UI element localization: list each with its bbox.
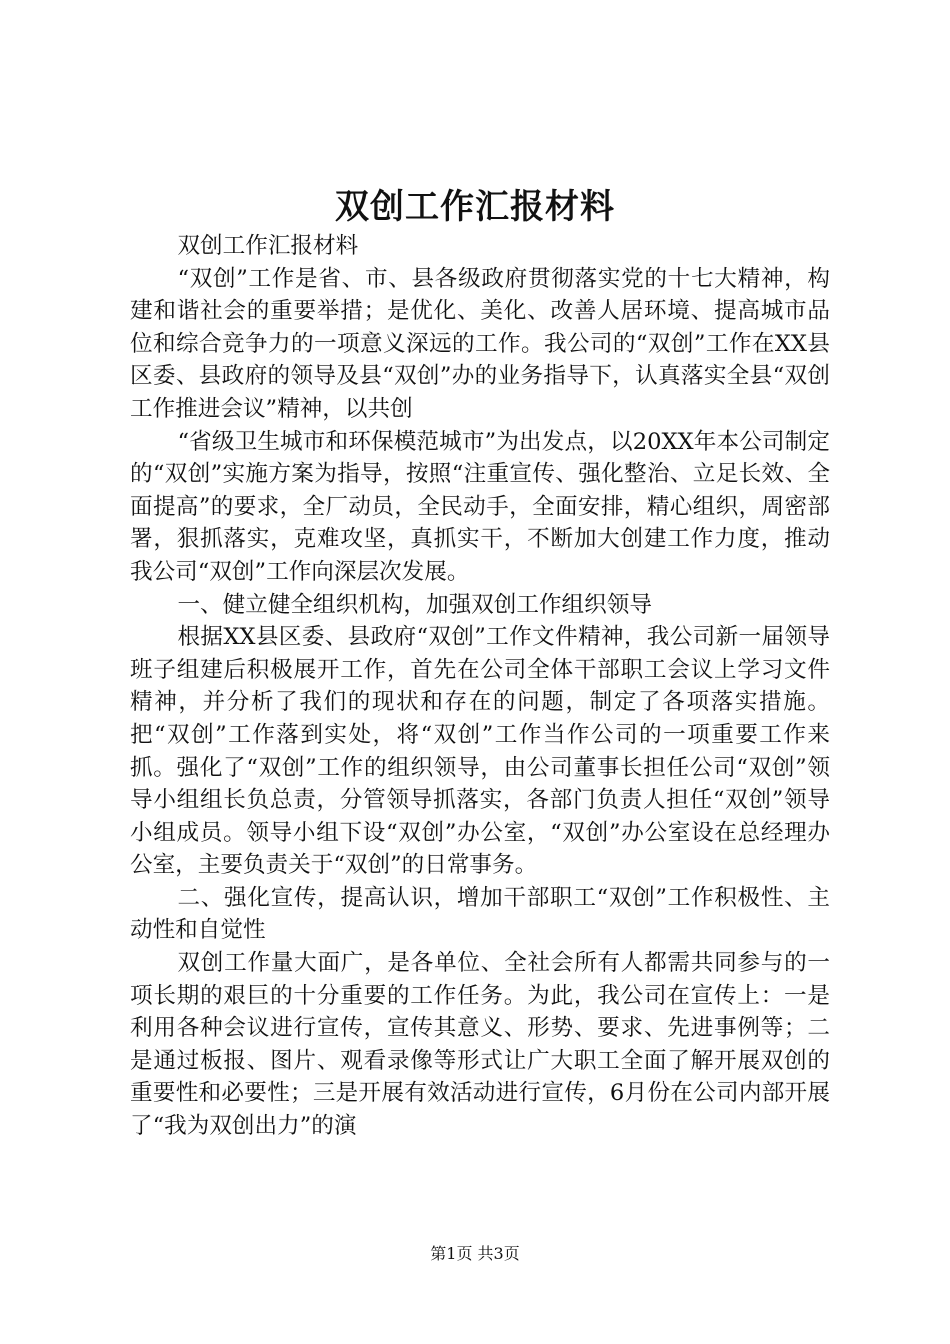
document-body <box>130 230 830 1143</box>
page-footer: 第1页 共3页 <box>430 1244 520 1263</box>
paragraph-intro: “双创”工作是省、市、县各级政府贯彻落实党的十七大精神，构建和谐社会的重要举措；是优化、美化、改善人居环境、提高城市品位和综合竞争力的一项意义深远的工作。我公司的“双创”工作在XX县区委、县政府的领导及县“双创”办的业务指导下，认真落实全县“双创工作推进会议”精神，以共创 <box>130 265 830 422</box>
paragraph-guiding-principle: “省级卫生城市和环保模范城市”为出发点，以20XX年本公司制定的“双创”实施方案为指导，按照“注重宣传、强化整治、立足长效、全面提高”的要求，全厂动员，全民动手，全面安排，精心组织，周密部署，狠抓落实，克难攻坚，真抓实干，不断加大创建工作力度，推动我公司“双创”工作向深层次发展。 <box>130 428 830 585</box>
section-heading-1: 一、健立健全组织机构，加强双创工作组织领导 <box>177 591 652 618</box>
paragraph-organization: 根据XX县区委、县政府“双创”工作文件精神，我公司新一届领导班子组建后积极展开工作，首先在公司全体干部职工会议上学习文件精神，并分析了我们的现状和存在的问题，制定了各项落实措施。把“双创”工作落到实处，将“双创”工作当作公司的一项重要工作来抓。强化了“双创”工作的组织领导，由公司董事长担任公司“双创”领导小组组长负总责，分管领导抓落实，各部门负责人担任“双创”领导小组成员。领导小组下设“双创”办公室，“双创”办公室设在总经理办公室，主要负责关于“双创”的日常事务。 <box>130 624 830 879</box>
paragraph-publicity: 双创工作量大面广，是各单位、全社会所有人都需共同参与的一项长期的艰巨的十分重要的工作任务。为此，我公司在宣传上：一是利用各种会议进行宣传，宣传其意义、形势、要求、先进事例等；二是通过板报、图片、观看录像等形式让广大职工全面了解开展双创的重要性和必要性；三是开展有效活动进行宣传，6月份在公司内部开展了“我为双创出力”的演 <box>130 950 830 1140</box>
paragraph-subtitle: 双创工作汇报材料 <box>177 233 359 259</box>
document-title: 双创工作汇报材料 <box>335 187 615 227</box>
section-heading-2: 二、强化宣传，提高认识，增加干部职工“双创”工作积极性、主动性和自觉性 <box>130 884 830 944</box>
